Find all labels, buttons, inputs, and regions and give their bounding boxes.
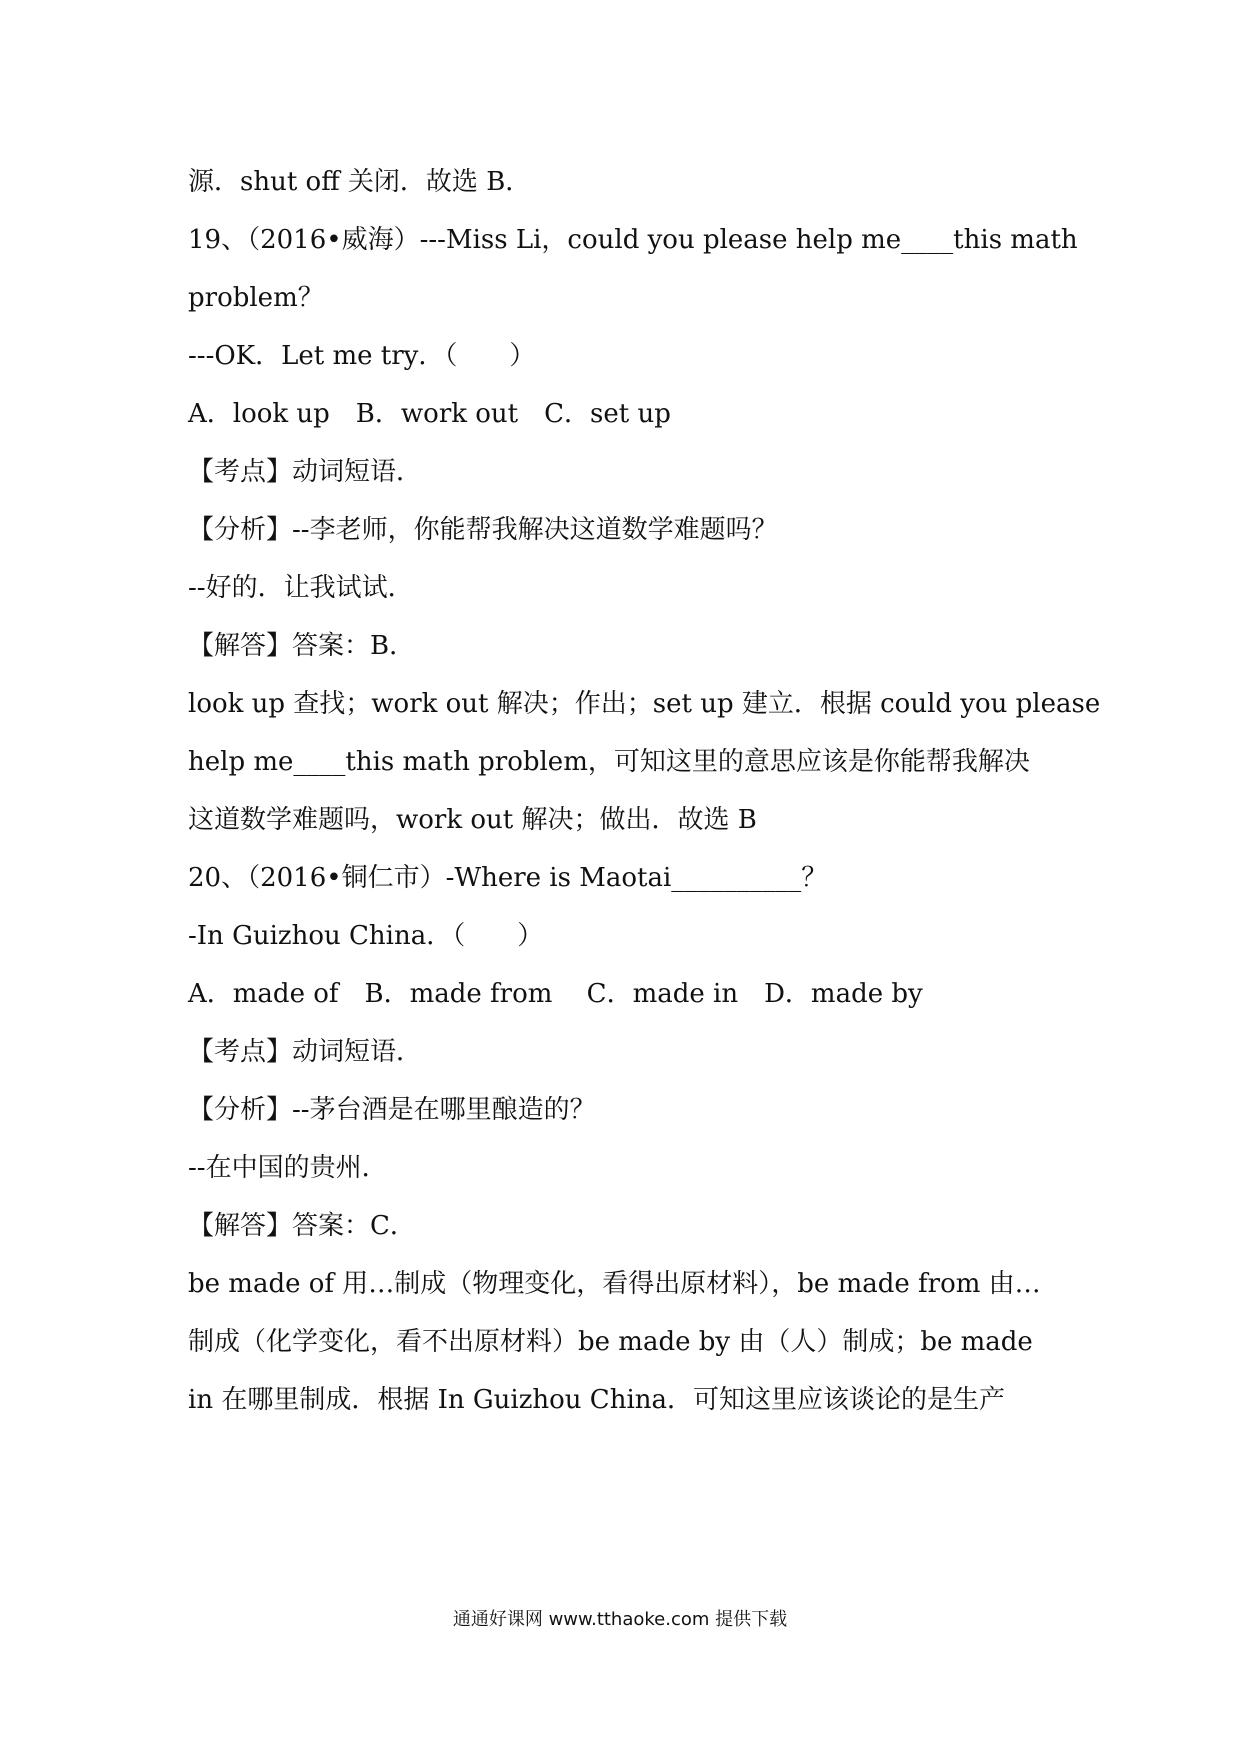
question-20-fenxi-2: --在中国的贵州． (188, 1153, 388, 1183)
question-19-options: A．look up B．work out C．set up (188, 399, 671, 429)
text-line-1: 源．shut off 关闭．故选 B． (188, 167, 532, 197)
question-20-options: A．made of B．made from C．made in D．made by (188, 979, 923, 1009)
question-19-explanation-3: 这道数学难题吗，work out 解决；做出．故选 B (188, 805, 757, 835)
question-20-explanation-2: 制成（化学变化，看不出原材料）be made by 由（人）制成；be made (188, 1327, 1033, 1357)
page-footer: 通通好课网 www.tthaoke.com 提供下载 (452, 1609, 788, 1630)
question-20-explanation-1: be made of 用…制成（物理变化，看得出原材料），be made from 由… (188, 1269, 1041, 1299)
question-19-fenxi: 【分析】--李老师，你能帮我解决这道数学难题吗？ (188, 515, 778, 545)
question-19-explanation-1: look up 查找；work out 解决；作出；set up 建立．根据 could you please (188, 689, 1101, 719)
question-20-line-1: 20、（2016•铜仁市）-Where is Maotai__________？ (188, 863, 828, 893)
question-19-line-1: 19、（2016•威海）---Miss Li，could you please help me____this math (188, 225, 1078, 255)
question-19-line-2: problem？ (188, 283, 324, 313)
question-20-fenxi: 【分析】--茅台酒是在哪里酿造的？ (188, 1095, 596, 1125)
question-20-jieda: 【解答】答案：C． (188, 1211, 416, 1241)
question-19-response: ---OK．Let me try．（ ） (188, 341, 536, 371)
question-19-explanation-2: help me____this math problem，可知这里的意思应该是你能帮我解决 (188, 747, 1030, 777)
question-20-kaodian: 【考点】动词短语． (188, 1037, 423, 1067)
question-20-response: -In Guizhou China．（ ） (188, 921, 544, 951)
question-19-jieda: 【解答】答案：B． (188, 631, 416, 661)
question-20-explanation-3: in 在哪里制成．根据 In Guizhou China．可知这里应该谈论的是生产 (188, 1385, 1006, 1415)
question-19-kaodian: 【考点】动词短语． (188, 457, 423, 487)
question-19-fenxi-2: --好的．让我试试． (188, 573, 414, 603)
